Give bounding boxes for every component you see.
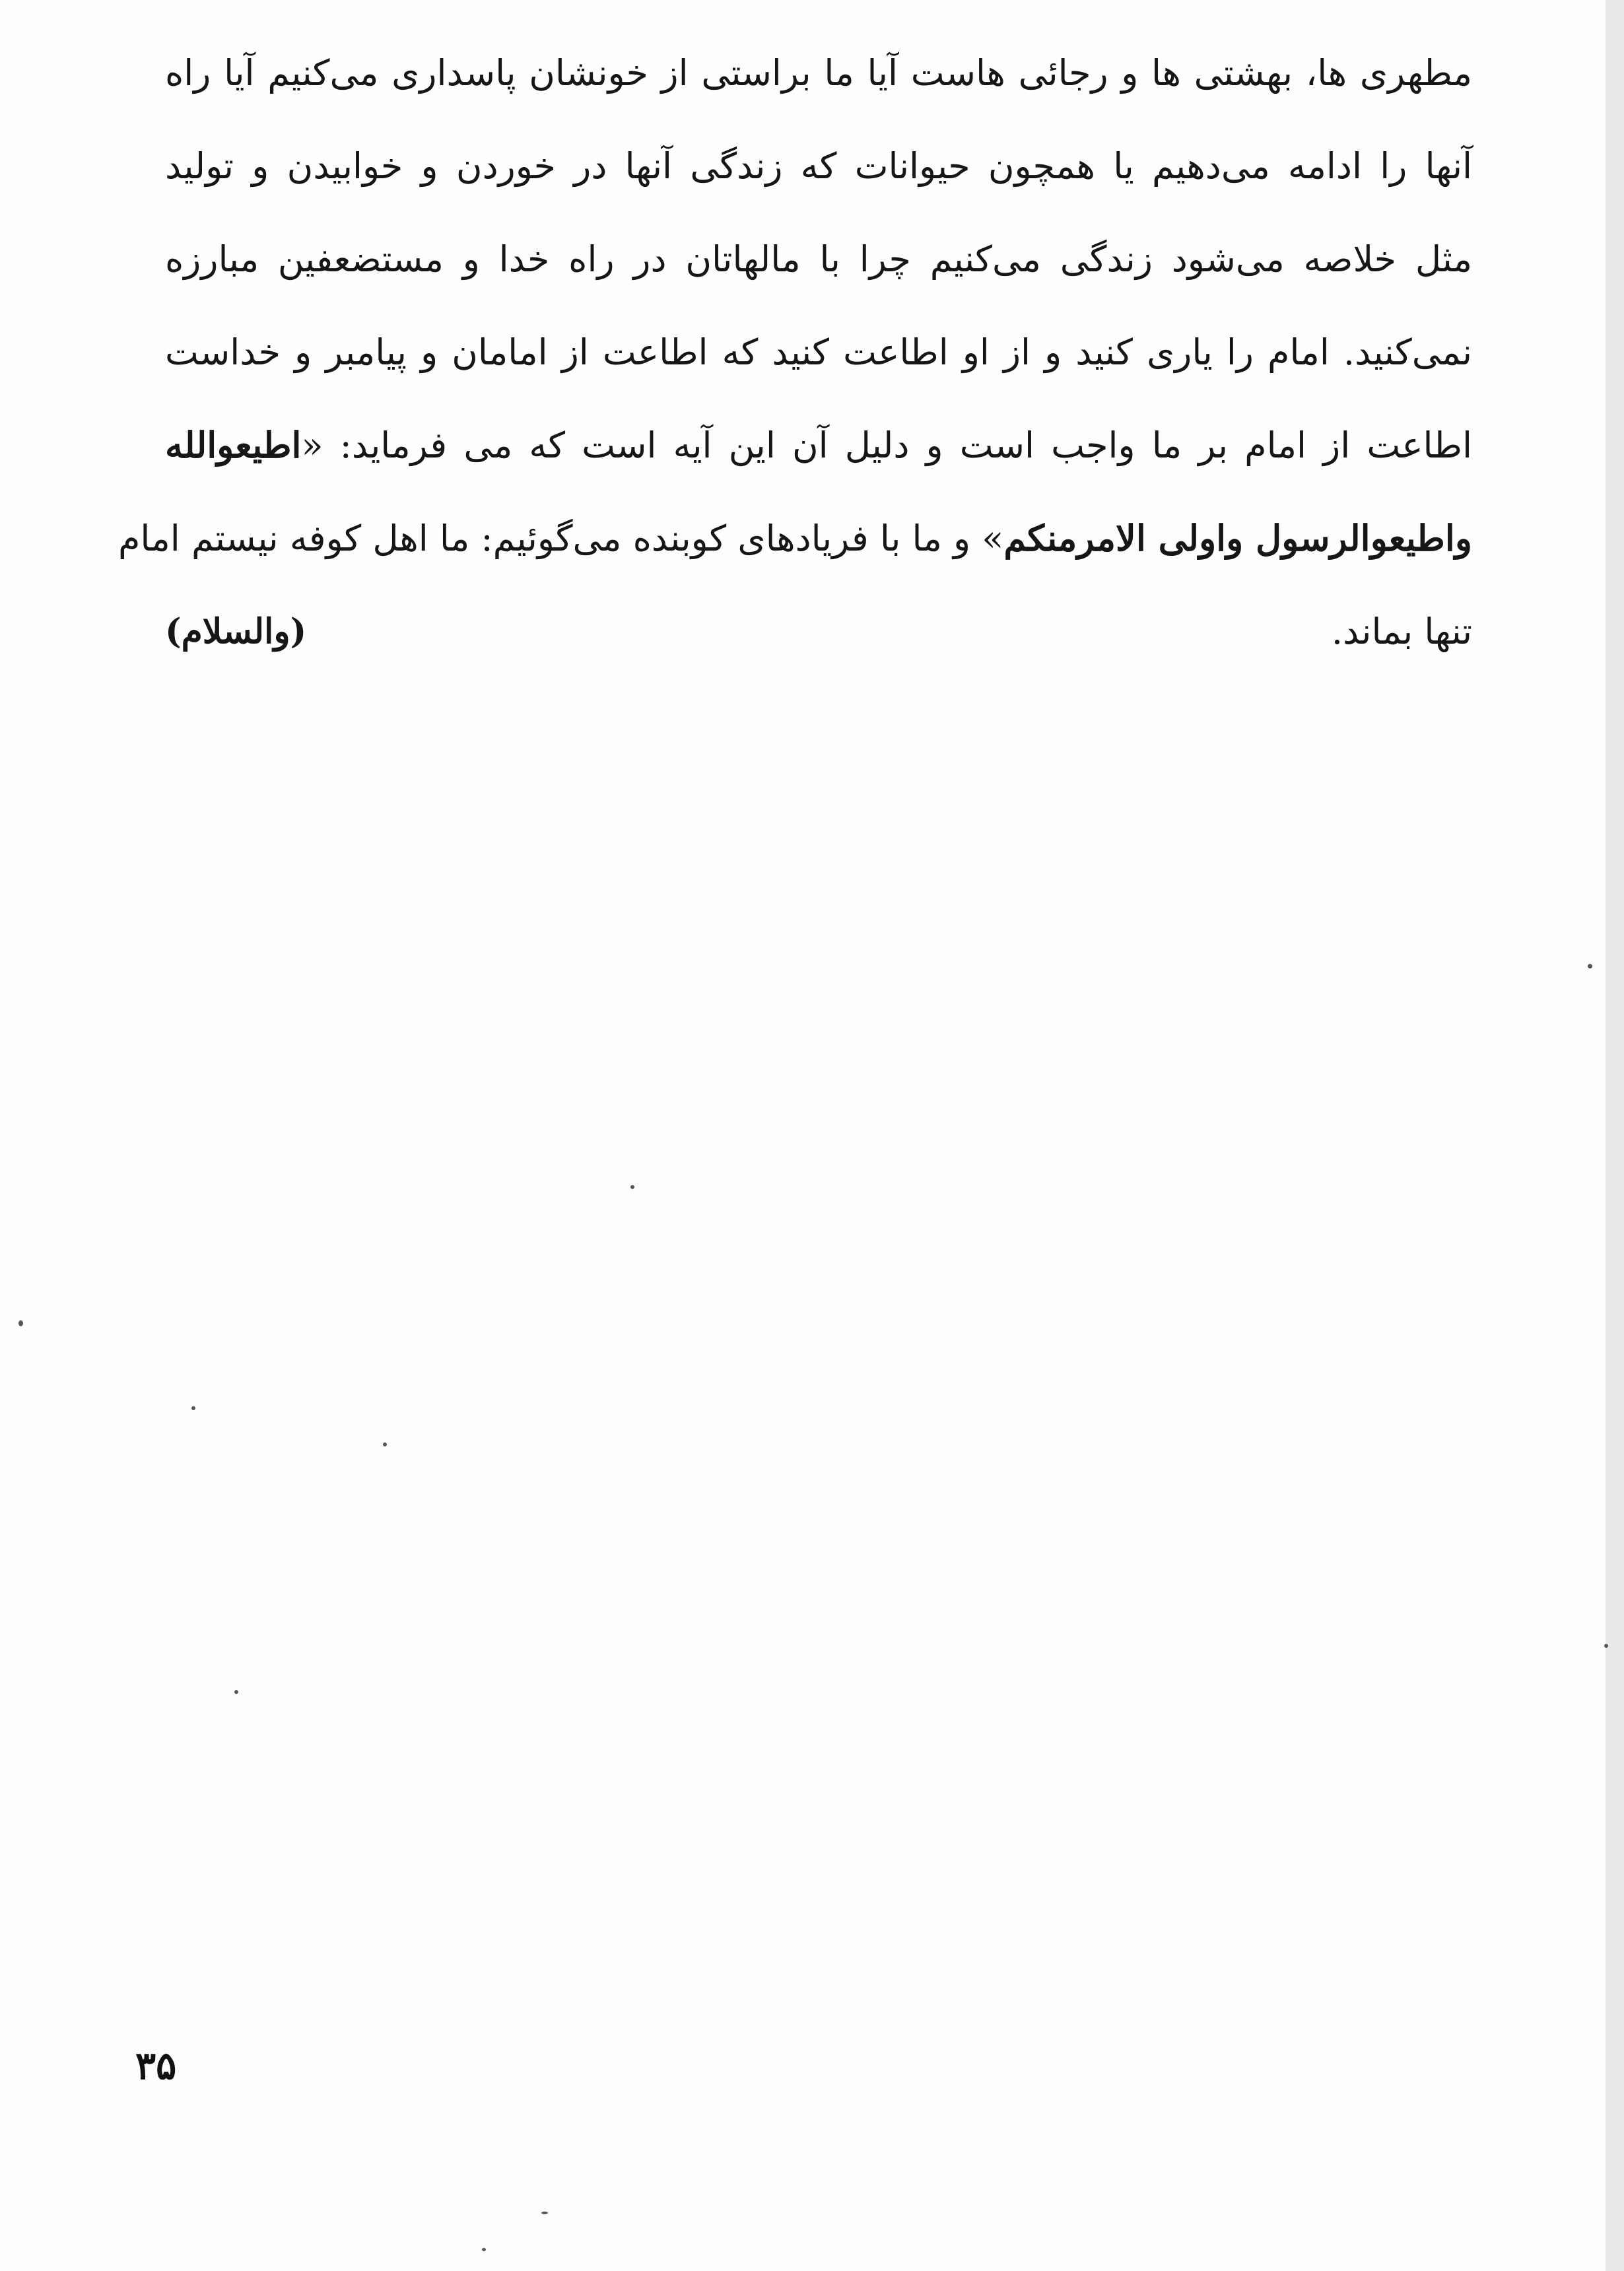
body-text bbox=[118, 26, 1472, 678]
text-line-6-content: » و ما با فریادهای کوبنده می‌گوئیم: ما اهل کوفه نیستم امام bbox=[118, 518, 1004, 559]
text-line-3 bbox=[165, 213, 1472, 306]
verse-quote-start: اطیعوالله bbox=[165, 424, 302, 466]
scan-speck bbox=[18, 1320, 23, 1326]
page-number: ۳۵ bbox=[135, 2043, 177, 2088]
scan-speck bbox=[383, 1442, 387, 1446]
text-line-4 bbox=[165, 306, 1472, 399]
text-line-7-content: تنها بماند. bbox=[1331, 611, 1472, 652]
scan-speck bbox=[1604, 1644, 1608, 1648]
text-line-2-content: آنها را ادامه می‌دهیم یا همچون حیوانات که زندگی آنها در خوردن و خوابیدن و تولید bbox=[165, 145, 1472, 187]
scan-speck bbox=[234, 1690, 238, 1694]
scan-speck bbox=[541, 2212, 548, 2214]
closing-salutation: (والسلام) bbox=[165, 611, 307, 652]
text-line-5 bbox=[165, 399, 1472, 492]
text-line-4-content: نمی‌کنید. امام را یاری کنید و از او اطاعت کنید که اطاعت از امامان و پیامبر و خداست bbox=[165, 331, 1472, 373]
text-line-6 bbox=[118, 492, 1472, 585]
text-line-1 bbox=[165, 26, 1472, 119]
scan-speck bbox=[191, 1406, 195, 1410]
text-line-2 bbox=[165, 119, 1472, 213]
text-line-1-content: مطهری ها، بهشتی ها و رجائی هاست آیا ما براستی از خونشان پاسداری می‌کنیم آیا راه bbox=[165, 52, 1472, 94]
scan-speck bbox=[630, 1185, 634, 1189]
text-line-7 bbox=[165, 585, 1472, 678]
scan-speck bbox=[1588, 964, 1592, 968]
verse-quote-end: واطیعوالرسول واولی الامرمنکم bbox=[1003, 517, 1472, 559]
scan-edge-shadow bbox=[1606, 0, 1624, 2271]
text-line-5-content: اطاعت از امام بر ما واجب است و دلیل آن این آیه است که می فرماید: « bbox=[301, 424, 1472, 466]
text-line-3-content: مثل خلاصه می‌شود زندگی می‌کنیم چرا با مالهاتان در راه خدا و مستضعفین مبارزه bbox=[165, 238, 1472, 280]
scan-speck bbox=[482, 2248, 486, 2251]
